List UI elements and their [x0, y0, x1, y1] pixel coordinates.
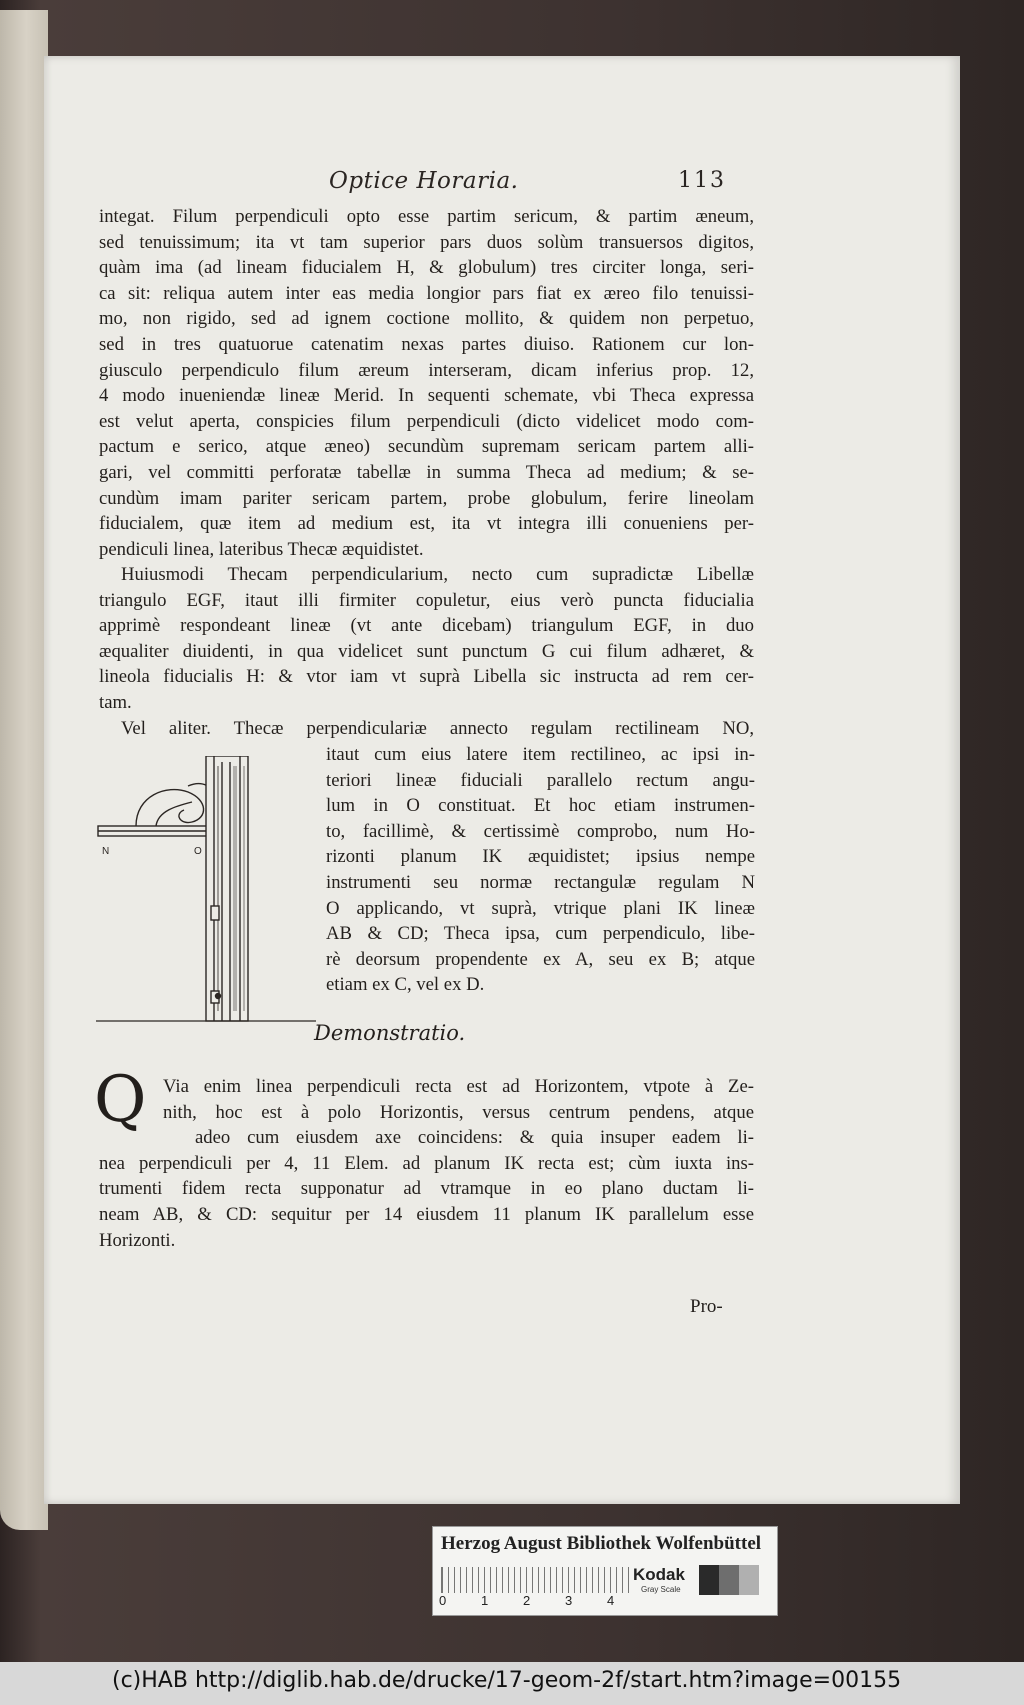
text-line: sed tenuissimum; ita vt tam superior pars duos solùm transuersos digitos, [99, 231, 754, 253]
section-heading: Demonstratio. [314, 1021, 466, 1045]
tick-label: 3 [565, 1593, 573, 1608]
tick-label: 0 [439, 1593, 447, 1608]
text-line: quàm ima (ad lineam fiducialem H, & globulum) tres circiter longa, seri- [99, 257, 754, 279]
figure-side-text [326, 742, 755, 998]
copyright-url: (c)HAB http://diglib.hab.de/drucke/17-geom-2f/start.htm?image=00155 [112, 1668, 902, 1693]
text-line: AB & CD; Theca ipsa, cum perpendiculo, libe- [326, 923, 755, 945]
label-o: O [194, 846, 202, 857]
text-line: gari, vel committi perforatæ tabellæ in summa Theca ad medium; & se- [99, 461, 754, 483]
label-n: N [102, 846, 110, 857]
text-line: nith, hoc est à polo Horizontis, versus centrum pendens, atque [163, 1101, 754, 1123]
text-line: O applicando, vt suprà, vtrique plani IK lineæ [326, 897, 755, 919]
plumb-instrument-figure [96, 756, 316, 1046]
color-reference-card [432, 1526, 778, 1616]
tick-label: 2 [523, 1593, 531, 1608]
gray-swatch [699, 1565, 719, 1595]
text-line: Huiusmodi Thecam perpendicularium, necto cum supradictæ Libellæ [121, 564, 754, 585]
text-line: neam AB, & CD: sequitur per 14 eiusdem 11 planum IK parallelum esse [99, 1203, 754, 1225]
text-line: sed in tres quatuorue catenatim nexas partes diuiso. Rationem cur lon- [99, 333, 754, 355]
gray-swatch [739, 1565, 759, 1595]
text-line: cundùm imam pariter sericam partem, probe globulum, ferire lineolam [99, 487, 754, 509]
text-line: triangulo EGF, itaut illi firmiter copuletur, eius verò puncta fiducialia [99, 589, 754, 611]
text-line: trumenti fidem recta supponatur ad vtramque in eo plano ductam li- [99, 1178, 754, 1200]
text-line: est velut aperta, conspicies filum perpendiculi (dicto videlicet modo com- [99, 410, 754, 432]
text-line: æqualiter diuidenti, in qua videlicet sunt punctum G cui filum adhæret, & [99, 640, 754, 662]
text-line: instrumenti seu normæ rectangulæ regulam N [326, 871, 755, 893]
text-line: ca sit: reliqua autem inter eas media longior pars fiat ex æreo filo tenuissi- [99, 282, 754, 304]
text-line: Horizonti. [99, 1229, 176, 1251]
paragraph-3 [99, 716, 754, 742]
book-page [44, 56, 960, 1504]
text-line: fiducialem, quæ item ad medium est, ita vt integra illi conueniens per- [99, 513, 754, 535]
text-line: etiam ex C, vel ex D. [326, 974, 485, 996]
text-line: integat. Filum perpendiculi opto esse partim sericum, & partim æneum, [99, 206, 754, 227]
text-line: apprimè respondeant lineæ (vt ante dicebam) triangulum EGF, in duo [99, 615, 754, 637]
text-line: Via enim linea perpendiculi recta est ad Horizontem, vtpote à Ze- [163, 1076, 754, 1097]
catchword: Pro- [690, 1296, 723, 1317]
paragraph-2 [99, 562, 754, 716]
page-header [44, 168, 960, 202]
paragraph-4 [99, 1074, 754, 1253]
text-line: Vel aliter. Thecæ perpendiculariæ annecto regulam rectilineam NO, [121, 718, 754, 739]
tick-label: 4 [607, 1593, 615, 1608]
gray-scale-label: Gray Scale [641, 1585, 681, 1594]
gray-swatch [719, 1565, 739, 1595]
text-line: tam. [99, 691, 132, 713]
text-line: itaut cum eius latere item rectilineo, ac ipsi in- [326, 744, 755, 765]
page-number: 113 [678, 168, 726, 193]
ruler-scale [441, 1567, 630, 1593]
drop-cap: Q [94, 1063, 147, 1137]
text-line: to, facillimè, & certissimè comprobo, num Ho- [326, 820, 755, 842]
text-line: nea perpendiculi per 4, 11 Elem. ad planum IK recta est; cùm iuxta ins- [99, 1152, 754, 1174]
text-line: rè deorsum propendente ex A, seu ex B; atque [326, 948, 755, 970]
paragraph-1 [99, 204, 754, 562]
text-line: lineola fiducialis H: & vtor iam vt suprà Libella sic instructa ad rem cer- [99, 666, 754, 688]
kodak-logo: Kodak [633, 1565, 685, 1584]
footer-bar [0, 1662, 1024, 1705]
text-line: mo, non rigido, sed ad ignem coctione mollito, & quidem non perpetuo, [99, 308, 754, 330]
text-line: pactum e serico, atque æneo) secundùm supremam sericam partem alli- [99, 436, 754, 458]
text-line: rizonti planum IK æquidistet; ipsius nempe [326, 846, 755, 868]
text-line: teriori lineæ fiduciali parallelo rectum angu- [326, 769, 755, 791]
running-title: Optice Horaria. [329, 168, 519, 194]
text-line: 4 modo inueniendæ lineæ Merid. In sequenti schemate, vbi Theca expressa [99, 385, 754, 407]
text-line: adeo cum eiusdem axe coincidens: & quia insuper eadem li- [195, 1127, 754, 1149]
tick-label: 1 [481, 1593, 489, 1608]
facing-page-edge [0, 10, 48, 1530]
text-line: giusculo perpendiculo filum æreum interseram, dicam inferius prop. 12, [99, 359, 754, 381]
library-name: Herzog August Bibliothek Wolfenbüttel [441, 1533, 762, 1554]
text-line: lum in O constituat. Et hoc etiam instrumen- [326, 795, 755, 817]
text-line: pendiculi linea, lateribus Thecæ æquidistet. [99, 538, 424, 560]
